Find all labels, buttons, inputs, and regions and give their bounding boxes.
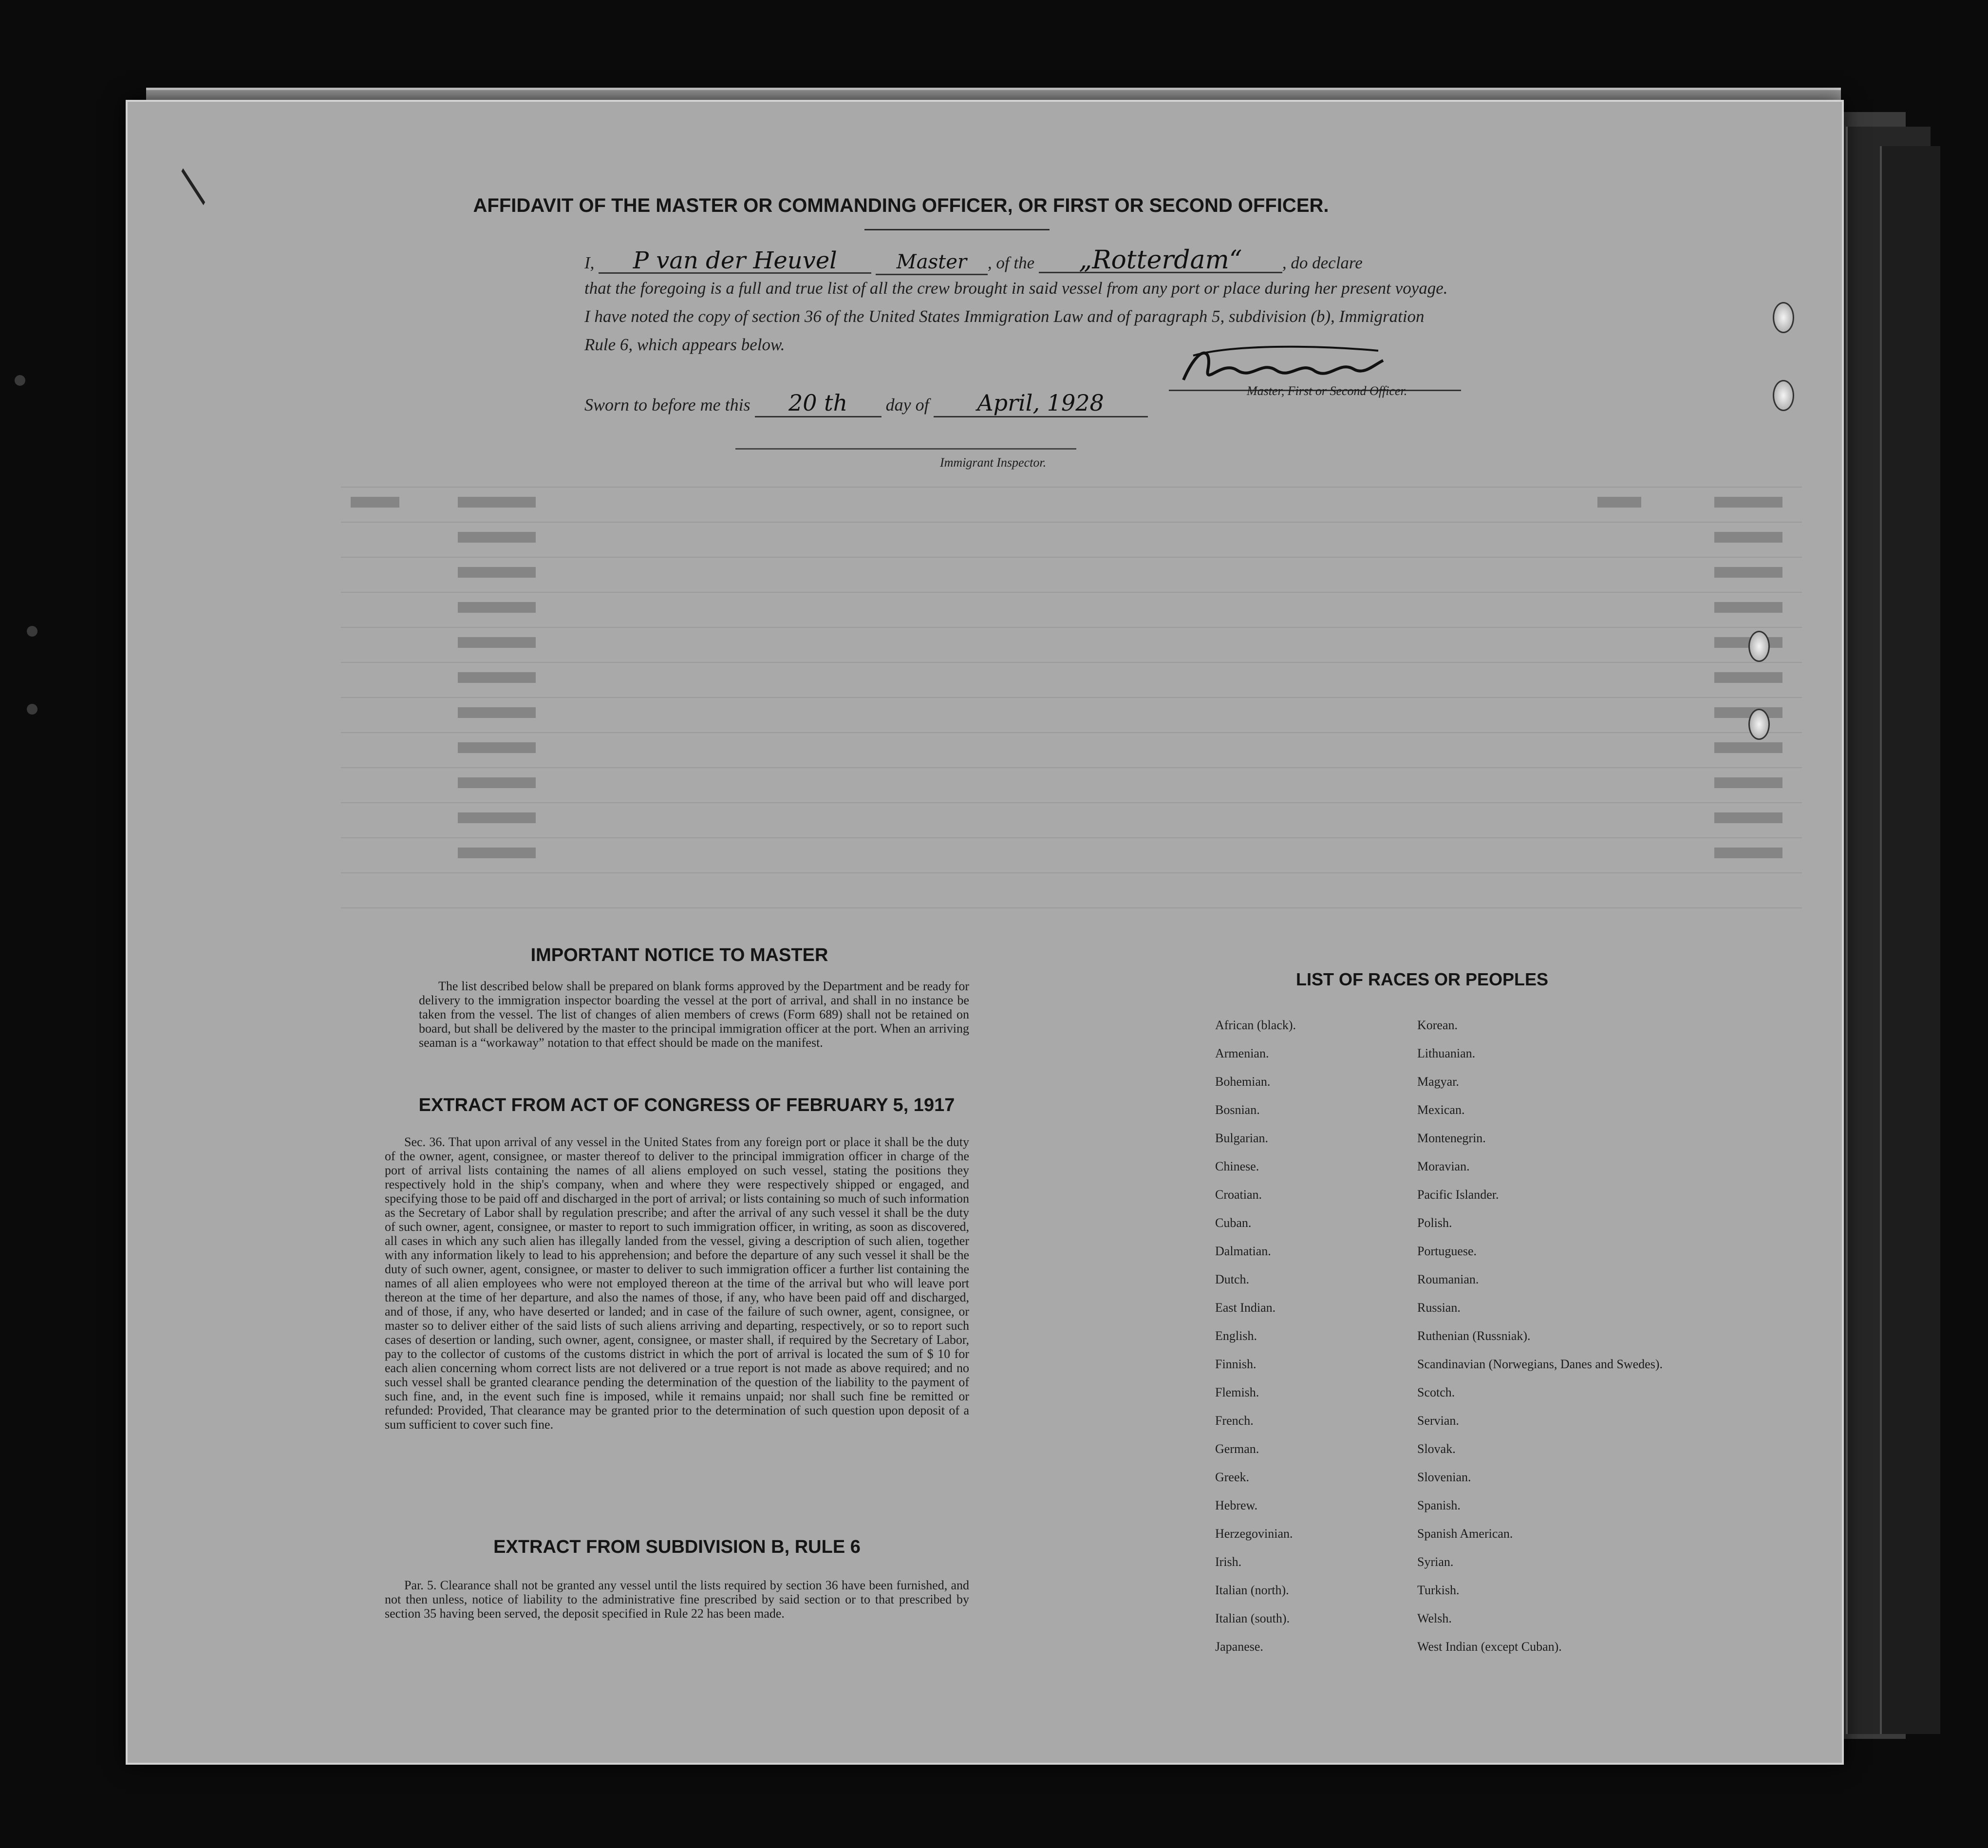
extract-rule-title: EXTRACT FROM SUBDIVISION B, RULE 6 (493, 1537, 861, 1557)
inspector-line (735, 448, 1076, 450)
race-item: East Indian. (1215, 1301, 1276, 1315)
sworn-day: 20 th (755, 390, 881, 417)
race-item: Pacific Islander. (1417, 1188, 1499, 1202)
race-item: Bosnian. (1215, 1103, 1260, 1117)
race-item: Finnish. (1215, 1357, 1257, 1371)
race-item: Portuguese. (1417, 1244, 1477, 1258)
race-item: German. (1215, 1442, 1259, 1456)
race-item: Spanish. (1417, 1498, 1461, 1512)
race-item: Japanese. (1215, 1640, 1263, 1654)
affidavit-line-3: I have noted the copy of section 36 of the United States Immigration Law and of paragraph 5, subdivision (b), Immigration (584, 307, 1425, 326)
race-item: French. (1215, 1414, 1254, 1428)
sworn-month-year: April, 1928 (934, 390, 1148, 417)
vessel-name: „Rotterdam“ (1039, 248, 1282, 273)
affidavit-prefix: I, (584, 253, 595, 272)
affidavit-title: AFFIDAVIT OF THE MASTER OR COMMANDING OFFICER, OR FIRST OR SECOND OFFICER. (473, 195, 1329, 216)
race-item: Greek. (1215, 1470, 1250, 1484)
of-the-label: , of the (987, 253, 1035, 272)
race-item: Servian. (1417, 1414, 1459, 1428)
race-item: Bohemian. (1215, 1075, 1271, 1089)
notice-title: IMPORTANT NOTICE TO MASTER (530, 945, 828, 965)
race-item: Moravian. (1417, 1159, 1470, 1173)
punch-hole (1748, 709, 1770, 740)
punch-hole (1748, 631, 1770, 662)
race-item: English. (1215, 1329, 1257, 1343)
race-item: Dalmatian. (1215, 1244, 1271, 1258)
extract-act-body: Sec. 36. That upon arrival of any vessel in the United States from any foreign port or place it shall be the duty of the owner, agent, consignee, or master thereof to deliver to the principal immigration officer in charge of the port of arrival lists containing the names of all aliens employed on such vessel, stating the positions they respectively hold in the ship's company, when and where they were respectively shipped or engaged, and specifying those to be paid off and discharged in the port of arrival; or lists containing so much of such information as the Secretary of Labor shall by regulation prescribe; and after the arrival of any such vessel it shall be the duty of such owner, agent, consignee, or master to report to such immigration officer, in writing, as soon as discovered, all cases in which any such alien has illegally landed from the vessel, giving a description of such alien, together with any information likely to lead to his apprehension; and before the departure of any such vessel it shall be the duty of such owner, agent, consignee, or master to deliver to such immigration officer a further list containing the names of all alien employees who were not employed thereon at the time of the arrival but who will leave port thereon at the time of her departure, and also the names of those, if any, who have been paid off and discharged, and of those, if any, who have deserted or landed; and in case of the failure of such owner, agent, consignee, or master so to deliver either of the said lists of such aliens arriving and departing, respectively, or so to report such cases of desertion or landing, such owner, agent, consignee, or master shall, if required by the Secretary of Labor, pay to the collector of customs of the customs district in which the port of arrival is located the sum of $ 10 for each alien concerning whom correct lists are not delivered or a true report is not made as above required; and no such vessel shall be granted clearance pending the determination of the question of the liability to the payment of such fine, and, in the event such fine is imposed, while it remains unpaid; nor shall such fine be remitted or refunded: Provided, That clearance may be granted prior to the determination of such question upon deposit of a sum sufficient to cover such fine. (385, 1135, 969, 1432)
race-item: Armenian. (1215, 1046, 1269, 1060)
races-right-column (1417, 1018, 1670, 1668)
race-item: Syrian. (1417, 1555, 1454, 1569)
race-item: Montenegrin. (1417, 1131, 1486, 1145)
races-title: LIST OF RACES OR PEOPLES (1295, 969, 1549, 989)
affidavit-line-1 (584, 245, 1481, 275)
race-item: Welsh. (1417, 1611, 1452, 1625)
sworn-prefix: Sworn to before me this (584, 395, 750, 415)
sworn-line (584, 390, 1148, 417)
races-left-column (1215, 1018, 1420, 1668)
inspector-caption: Immigrant Inspector. (940, 455, 1047, 470)
race-item: Dutch. (1215, 1272, 1250, 1286)
race-item: Slovak. (1417, 1442, 1456, 1456)
affidavit-line-4: Rule 6, which appears below. (584, 335, 785, 354)
race-item: Italian (north). (1215, 1583, 1289, 1597)
punch-hole (1773, 380, 1794, 411)
race-item: Croatian. (1215, 1188, 1262, 1202)
race-item: Flemish. (1215, 1385, 1259, 1399)
race-item: Bulgarian. (1215, 1131, 1269, 1145)
race-item: Magyar. (1417, 1075, 1459, 1089)
punch-hole (1773, 302, 1794, 333)
notice-body: The list described below shall be prepared on blank forms approved by the Department and be ready for delivery to the immigration inspector boarding the vessel at the port of arrival, and shall in no instance be taken from the vessel. The list of changes of alien members of crews (Form 689) shall not be retained on board, but shall be delivered by the master to the principal immigration officer at the port. When an arriving seaman is a “workaway” notation to that effect should be made on the manifest. (419, 979, 969, 1050)
binder-hole (27, 626, 38, 637)
race-item: Roumanian. (1417, 1272, 1479, 1286)
race-item: Korean. (1417, 1018, 1458, 1032)
race-item: Polish. (1417, 1216, 1452, 1230)
signature-caption: Master, First or Second Officer. (1247, 384, 1407, 398)
race-item: Mexican. (1417, 1103, 1465, 1117)
affidavit-line-2: that the foregoing is a full and true list of all the crew brought in said vessel from any port or place during her present voyage. (584, 279, 1448, 298)
page-edge (1880, 146, 1940, 1734)
race-item: Russian. (1417, 1301, 1461, 1315)
race-item: Chinese. (1215, 1159, 1259, 1173)
race-item: Ruthenian (Russniak). (1417, 1329, 1531, 1343)
master-rank: Master (876, 250, 988, 275)
margin-mark: / (167, 167, 219, 206)
race-item: West Indian (except Cuban). (1417, 1640, 1562, 1654)
master-name: P van der Heuvel (599, 249, 871, 274)
sworn-day-of: day of (885, 395, 929, 415)
race-item: Cuban. (1215, 1216, 1252, 1230)
race-item: Turkish. (1417, 1583, 1460, 1597)
declare-label: , do declare (1282, 253, 1363, 272)
race-item: Slovenian. (1417, 1470, 1471, 1484)
extract-act-title: EXTRACT FROM ACT OF CONGRESS OF FEBRUARY 5, 1917 (418, 1095, 955, 1115)
race-item: Scandinavian (Norwegians, Danes and Swedes). (1417, 1357, 1663, 1371)
race-item: Spanish American. (1417, 1527, 1513, 1541)
binder-hole (15, 375, 25, 386)
race-item: Irish. (1215, 1555, 1242, 1569)
title-rule (864, 229, 1050, 230)
race-item: Herzegovinian. (1215, 1527, 1293, 1541)
extract-rule-body: Par. 5. Clearance shall not be granted any vessel until the lists required by section 36 have been furnished, and not then unless, notice of liability to the administrative fine prescribed by said section or to that prescribed by section 35 having been served, the deposit specified in Rule 22 has been made. (385, 1578, 969, 1621)
race-item: Scotch. (1417, 1385, 1455, 1399)
binder-hole (27, 704, 38, 715)
race-item: Lithuanian. (1417, 1046, 1476, 1060)
race-item: Hebrew. (1215, 1498, 1258, 1512)
race-item: Italian (south). (1215, 1611, 1290, 1625)
race-item: African (black). (1215, 1018, 1296, 1032)
